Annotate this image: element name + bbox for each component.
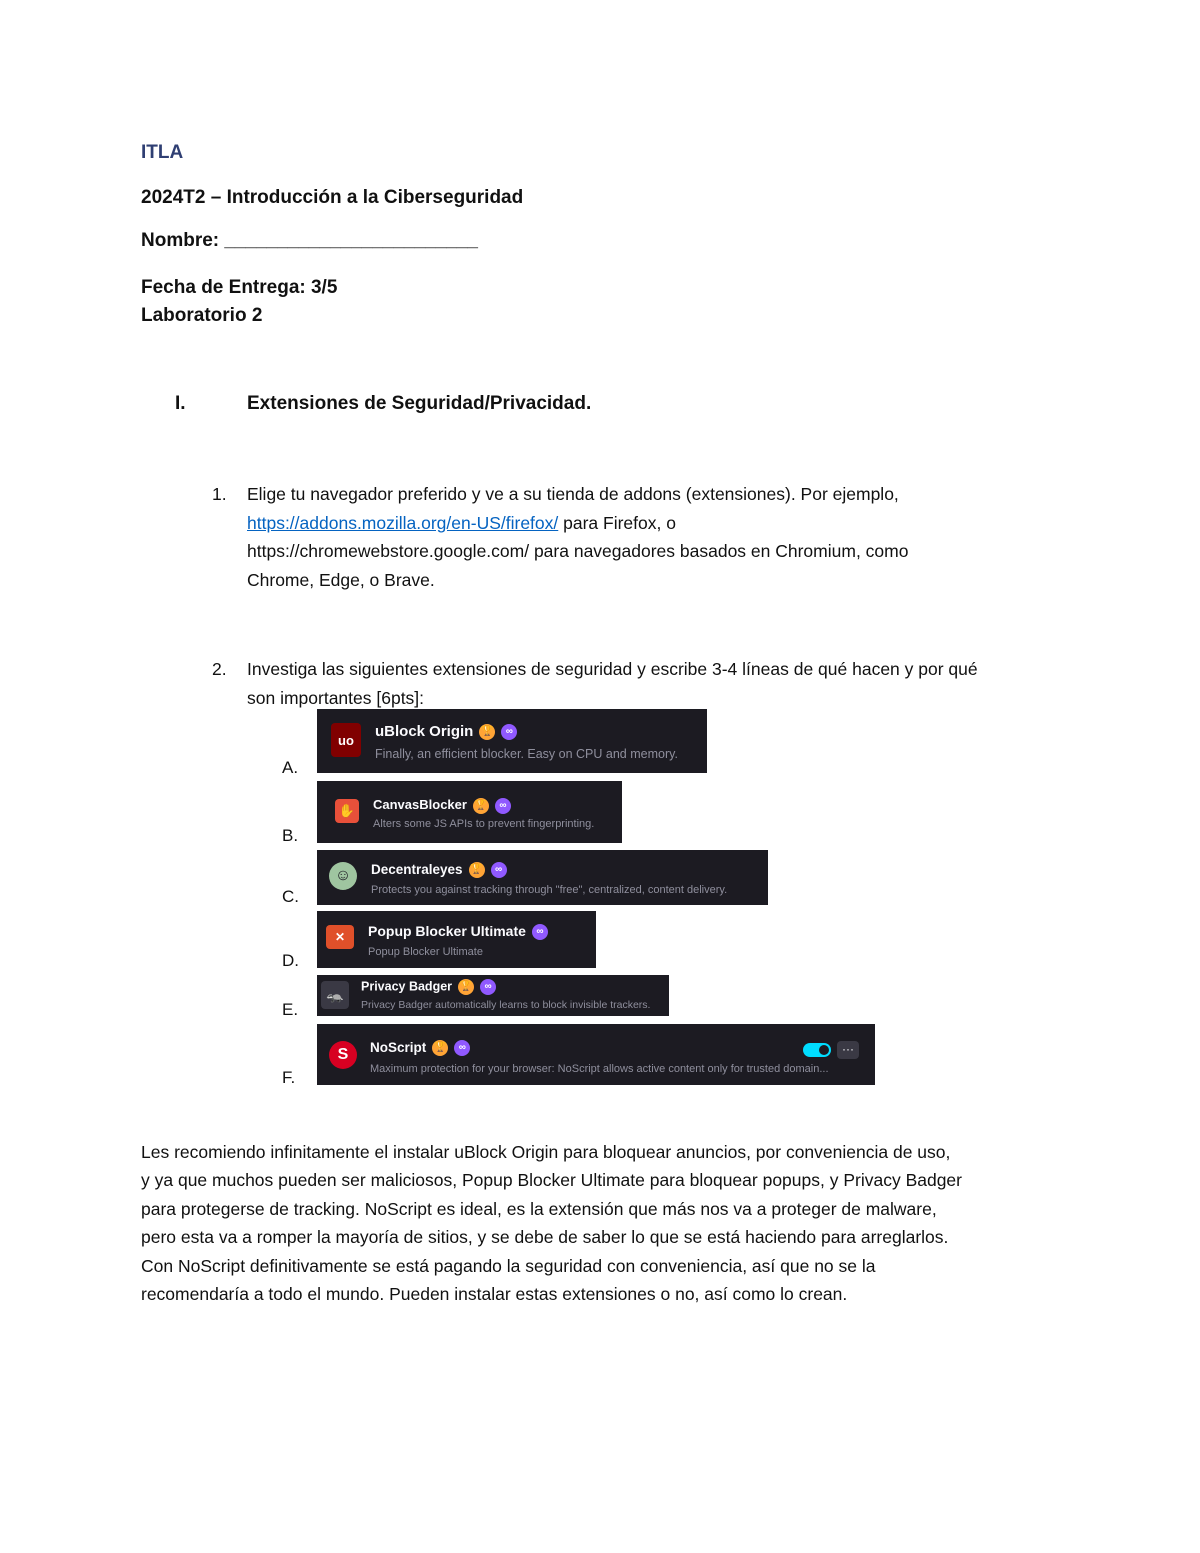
extension-letter: F. [282,1068,296,1087]
extension-card-name: Privacy Badger 🏆 ∞ [361,979,496,995]
list-item-text: Elige tu navegador preferido y ve a su tienda de addons (extensiones). Por ejemplo, [247,484,899,504]
more-options-menu-icon[interactable]: ··· [837,1041,859,1059]
extension-card-name: uBlock Origin 🏆 ∞ [375,723,517,740]
popup-blocker-window-icon: ✕ [326,925,354,949]
extension-card-canvasblocker [317,781,622,843]
paragraph-line: recomendaría a todo el mundo. Pueden instalar estas extensiones o no, así como lo crean. [141,1284,848,1305]
extension-card-description: Privacy Badger automatically learns to block invisible trackers. [361,999,651,1011]
paragraph-line: y ya que muchos pueden ser maliciosos, Popup Blocker Ultimate para bloquear popups, y Privacy Badger [141,1170,962,1191]
extension-letter: E. [282,1000,299,1019]
paragraph-line: Les recomiendo infinitamente el instalar uBlock Origin para bloquear anuncios, por conveniencia de uso, [141,1142,951,1162]
extension-card-description: Protects you against tracking through "free", centralized, content delivery. [371,884,728,896]
paragraph-line: pero esta va a romper la mayoría de sitios, y se debe de saber lo que se está haciendo para arreglarlos. [141,1227,949,1248]
trophy-icon: 🏆 [432,1040,448,1056]
firefox-addons-link[interactable]: https://addons.mozilla.org/en-US/firefox/ [247,512,559,533]
due-date: Fecha de Entrega: 3/5 [141,277,338,298]
extension-card-ublock-origin [317,709,707,773]
list-item-text: para Firefox, o [558,512,676,533]
trophy-icon: 🏆 [479,724,495,740]
lab-number: Laboratorio 2 [141,305,263,326]
enable-toggle[interactable] [803,1043,831,1057]
section-number: I. [175,393,186,414]
paragraph-line: Con NoScript definitivamente se está pagando la seguridad con conveniencia, así que no se la [141,1255,876,1276]
list-item-text: Chrome, Edge, o Brave. [247,569,435,590]
section-title: Extensiones de Seguridad/Privacidad. [247,393,592,414]
extension-card-decentraleyes [317,850,768,905]
extension-card-name: Decentraleyes 🏆 ∞ [371,862,507,878]
recommended-icon: ∞ [501,724,517,740]
canvasblocker-fingerprint-icon: ✋ [335,799,359,823]
trophy-icon: 🏆 [473,798,489,814]
decentraleyes-face-icon: ☺ [329,862,357,890]
organization-heading: ITLA [141,142,184,163]
name-field-label: Nombre: ________________________ [141,230,478,251]
extension-card-description: Popup Blocker Ultimate [368,946,483,958]
noscript-s-icon: S [329,1041,357,1069]
extension-card-name: CanvasBlocker 🏆 ∞ [373,797,511,814]
extension-card-description: Alters some JS APIs to prevent fingerprinting. [373,818,595,830]
extension-letter: B. [282,826,299,845]
trophy-icon: 🏆 [469,862,485,878]
recommendation-paragraph [141,1138,1071,1308]
extension-card-description: Maximum protection for your browser: NoScript allows active content only for trusted domain... [370,1063,829,1075]
extension-card-name: NoScript 🏆 ∞ [370,1040,470,1056]
list-number: 2. [212,659,227,679]
extension-card-privacy-badger [317,975,669,1016]
list-item-text: son importantes [6pts]: [247,687,425,708]
recommended-icon: ∞ [532,924,548,940]
list-item-text: Investiga las siguientes extensiones de seguridad y escribe 3-4 líneas de qué hacen y por qué [247,659,978,679]
paragraph-line: para protegerse de tracking. NoScript es ideal, es la extensión que más nos va a proteger de malware, [141,1198,937,1219]
extension-letter: D. [282,951,299,970]
recommended-icon: ∞ [480,979,496,995]
privacy-badger-icon: 🦡 [321,981,349,1009]
extension-card-name: Popup Blocker Ultimate ∞ [368,923,548,940]
list-item-text: https://chromewebstore.google.com/ para navegadores basados en Chromium, como [247,541,909,561]
trophy-icon: 🏆 [458,979,474,995]
recommended-icon: ∞ [495,798,511,814]
extension-letter: A. [282,758,299,777]
extension-card-description: Finally, an efficient blocker. Easy on CPU and memory. [375,747,678,761]
course-title: 2024T2 – Introducción a la Ciberseguridad [141,187,524,208]
extension-letter: C. [282,887,299,906]
ublock-shield-icon: uo [331,723,361,757]
list-number: 1. [212,484,227,504]
extension-card-popup-blocker-ultimate [317,911,596,968]
recommended-icon: ∞ [454,1040,470,1056]
extension-card-noscript [317,1024,875,1085]
recommended-icon: ∞ [491,862,507,878]
